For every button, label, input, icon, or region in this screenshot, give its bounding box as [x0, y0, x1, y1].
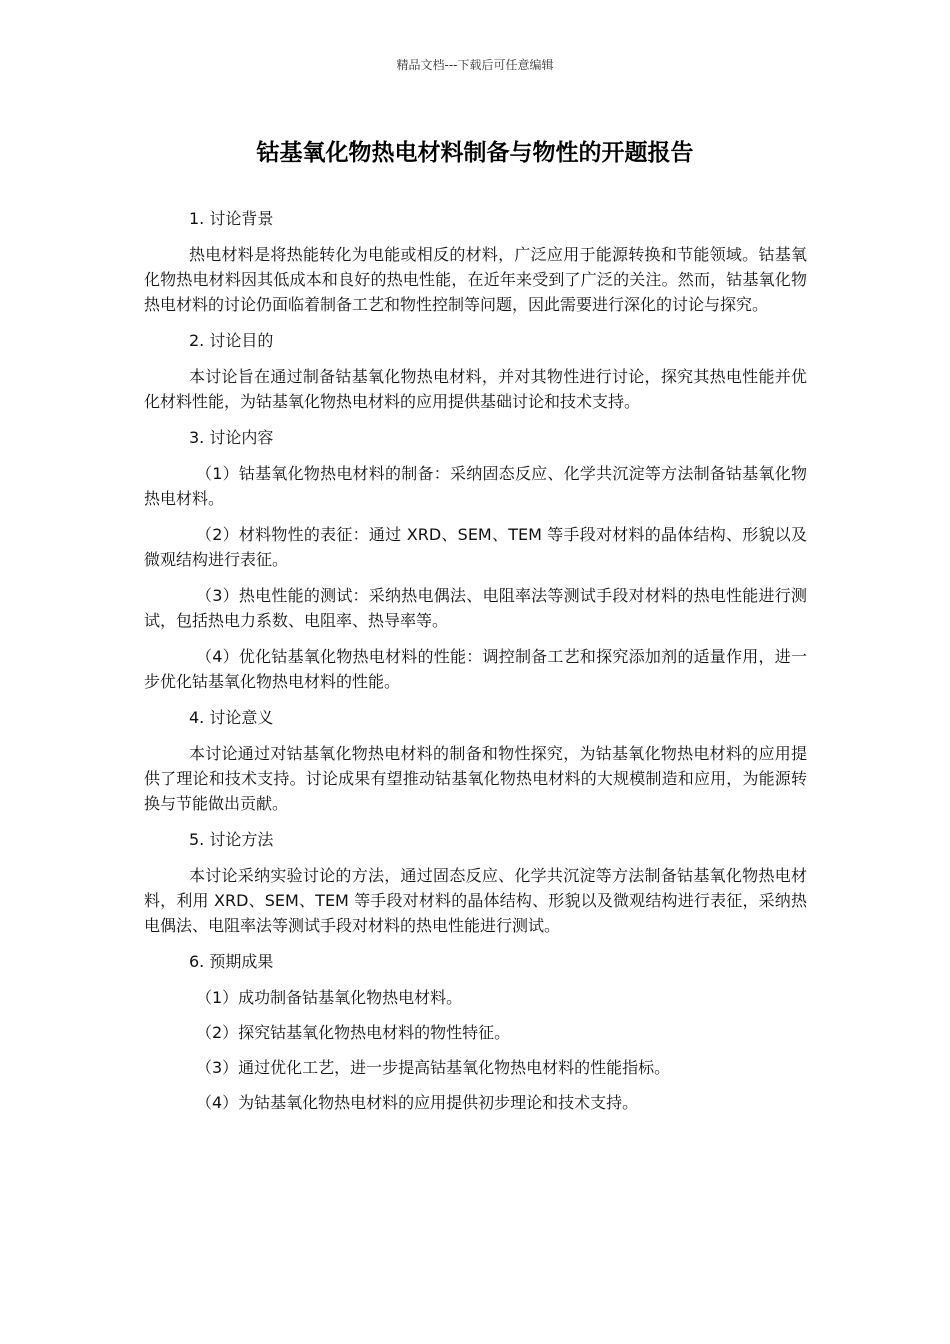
result-item: （2）探究钴基氧化物热电材料的物性特征。: [196, 1023, 511, 1042]
content-item: （2）材料物性的表征：通过 XRD、SEM、TEM 等手段对材料的晶体结构、形貌以及微观结构进行表征。: [144, 525, 807, 569]
section-heading: 5. 讨论方法: [189, 830, 274, 849]
section-paragraph: 热电材料是将热能转化为电能或相反的材料，广泛应用于能源转换和节能领域。钴基氧化物热电材料因其低成本和良好的热电性能，在近年来受到了广泛的关注。然而，钴基氧化物热电材料的讨论仍面临着制备工艺和物性控制等问题，因此需要进行深化的讨论与探究。: [144, 245, 807, 314]
section-background: [144, 206, 807, 317]
section-heading: 2. 讨论目的: [189, 331, 274, 350]
section-significance: [144, 705, 807, 816]
section-expected-results: [144, 949, 807, 1115]
section-heading: 6. 预期成果: [189, 952, 274, 971]
content-item: （1）钴基氧化物热电材料的制备：采纳固态反应、化学共沉淀等方法制备钴基氧化物热电材料。: [144, 464, 807, 508]
document-body: [144, 206, 807, 1125]
section-purpose: [144, 328, 807, 414]
section-method: [144, 827, 807, 938]
section-paragraph: 本讨论采纳实验讨论的方法，通过固态反应、化学共沉淀等方法制备钴基氧化物热电材料，利用 XRD、SEM、TEM 等手段对材料的晶体结构、形貌以及微观结构进行表征，采纳热电偶法、电阻率法等测试手段对材料的热电性能进行测试。: [144, 866, 807, 935]
result-item: （3）通过优化工艺，进一步提高钴基氧化物热电材料的性能指标。: [196, 1058, 671, 1077]
content-item: （3）热电性能的测试：采纳热电偶法、电阻率法等测试手段对材料的热电性能进行测试，包括热电力系数、电阻率、热导率等。: [144, 586, 807, 630]
content-item: （4）优化钴基氧化物热电材料的性能：调控制备工艺和探究添加剂的适量作用，进一步优化钴基氧化物热电材料的性能。: [144, 647, 807, 691]
section-heading: 3. 讨论内容: [189, 428, 274, 447]
section-heading: 4. 讨论意义: [189, 708, 274, 727]
section-paragraph: 本讨论旨在通过制备钴基氧化物热电材料，并对其物性进行讨论，探究其热电性能并优化材料性能，为钴基氧化物热电材料的应用提供基础讨论和技术支持。: [144, 367, 807, 411]
section-paragraph: 本讨论通过对钴基氧化物热电材料的制备和物性探究，为钴基氧化物热电材料的应用提供了理论和技术支持。讨论成果有望推动钴基氧化物热电材料的大规模制造和应用，为能源转换与节能做出贡献。: [144, 744, 807, 813]
section-content: [144, 425, 807, 694]
result-item: （1）成功制备钴基氧化物热电材料。: [196, 988, 463, 1007]
document-title: 钴基氧化物热电材料制备与物性的开题报告: [256, 140, 694, 166]
result-item: （4）为钴基氧化物热电材料的应用提供初步理论和技术支持。: [196, 1093, 639, 1112]
header-note: 精品文档---下载后可任意编辑: [396, 58, 554, 72]
section-heading: 1. 讨论背景: [189, 209, 274, 228]
